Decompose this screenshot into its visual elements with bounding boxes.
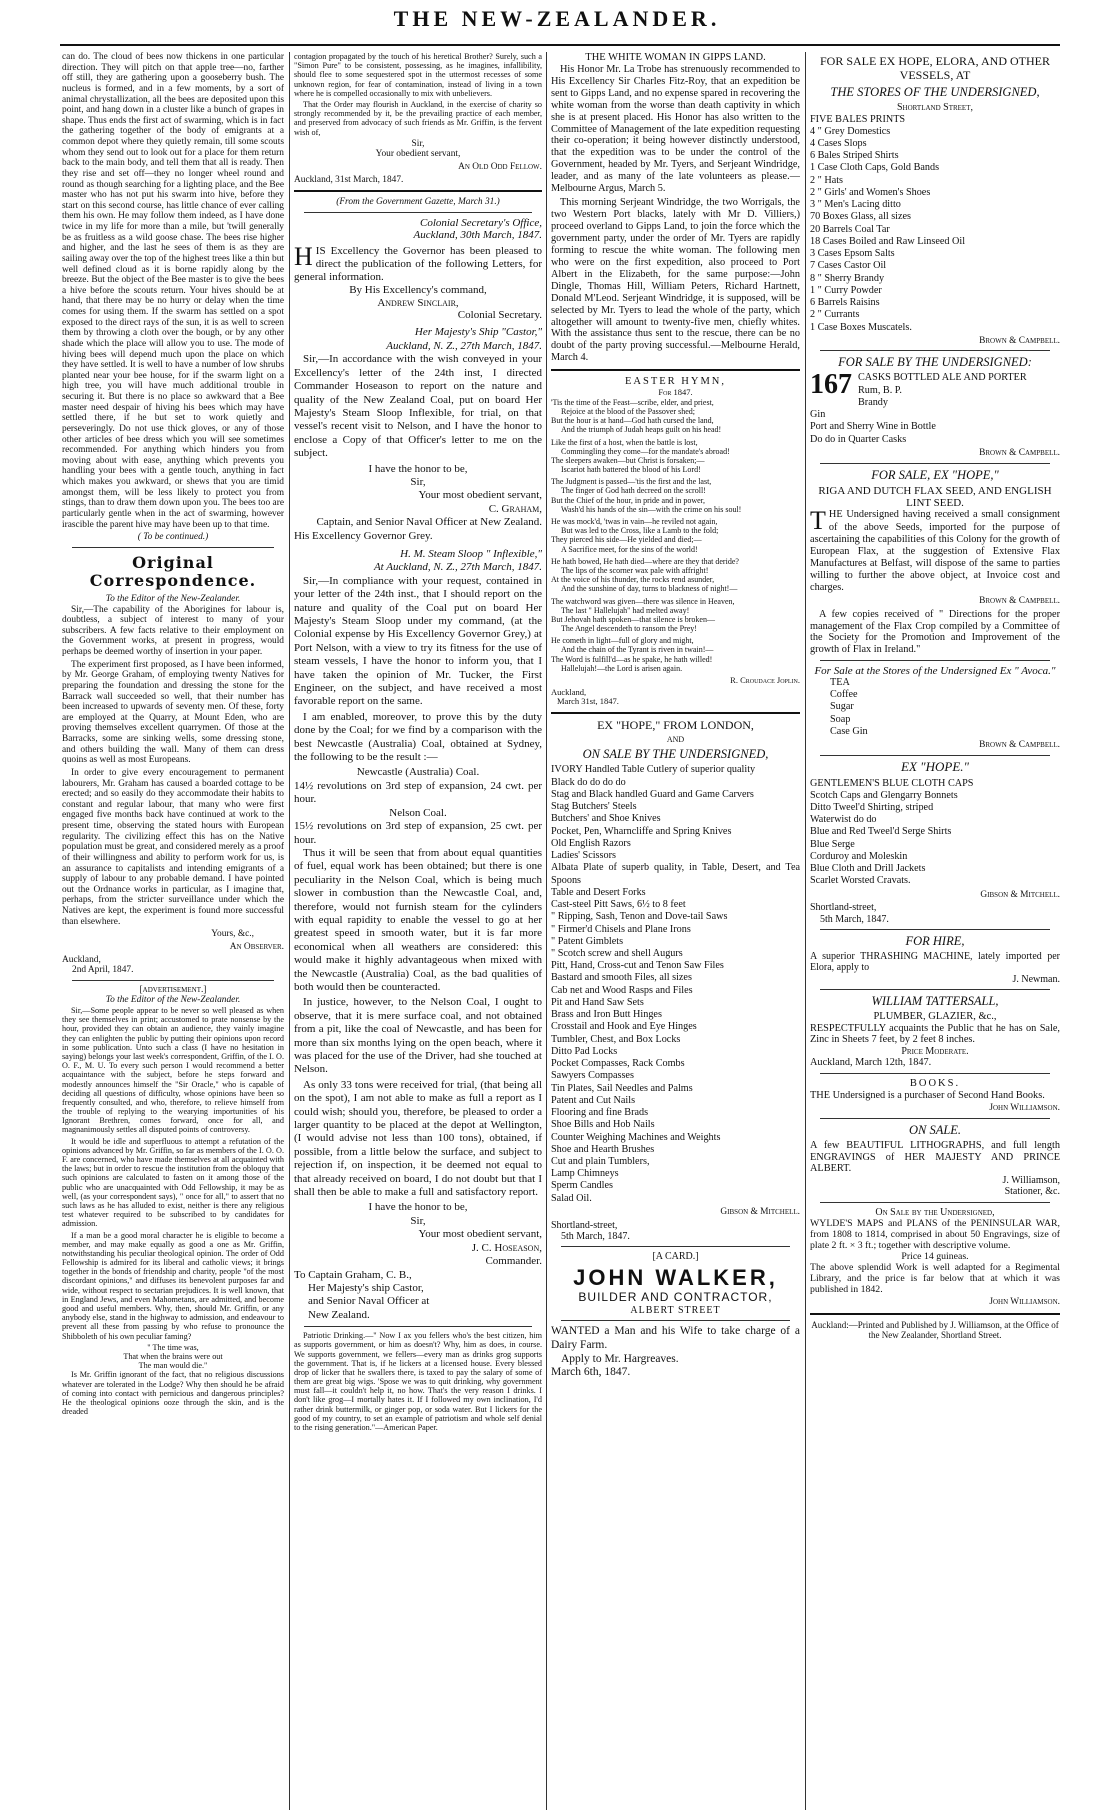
hymn-line: Iscariot hath battered the blood of his Lord! <box>561 465 701 475</box>
letter2-para: Is Mr. Griffin ignorant of the fact, that no religious discussions whatever are tolerated in the Lodge? Why then should he be afraid of coming into contact with pernicious and dangerous principles? He the theological opinions ooze through the skin, and is the dreaded <box>62 1370 284 1417</box>
hymn-line: He was mock'd, 'twas in vain—he reviled not again, <box>551 517 718 526</box>
cutlery-item: Sawyers Compasses <box>551 1070 634 1082</box>
letter2-para: It would be idle and superfluous to attempt a refutation of the opinions advanced by Mr. Griffin, so far as members of the I. O. O. F. are concerned, who have made themselves at all acquainted with the laws; but in order to rescue the institution from the obloquy that such opinions are calculated to fasten on it among those of the public who are unacquainted with Odd Fellowship, it may be as well, (as your correspondent says), " once for all," to assert that no such laws as he has alluded to exist, neither is there any religious test whatever required to be subscribed to by candidates for admission. <box>62 1136 284 1229</box>
letter2-date: Auckland, 31st March, 1847. <box>294 174 404 185</box>
sale3-sign: Brown & Campbell. <box>979 596 1060 607</box>
wt-title: WILLIAM TATTERSALL, <box>871 993 999 1008</box>
sale5-item: GENTLEMEN'S BLUE CLOTH CAPS <box>810 777 974 789</box>
sale3-text2: A few copies received of " Directions for the proper management of the Flax Crop compiled by a Committee of the Society for the Promotion and Improvement of the growth of Flax in Ireland." <box>810 609 1060 655</box>
coal-para: Thus it will be seen that from about equal quantities of fuel, equal work has been obtained; but there is one peculiarity in the Nelson Coal, which is being much slower in combustion than the Newcastle Coal, and, therefore, would not furnish steam for the cylinders with equal rapidity to enable the vessel to go at her greatest speed in smooth water, but it is far more economical when all weathers are considered: this would make it highly advantageous when mixed with the Newcastle (Australia) Coal, as the bad qualities of both would then be counteracted. <box>294 846 542 993</box>
nel-title: Nelson Coal. <box>389 806 447 819</box>
hymn-line: Like the first of a host, when the battle is lost, <box>551 437 698 447</box>
sale5-item: Blue Cloth and Drill Jackets <box>810 863 926 875</box>
sale4-list <box>810 677 1060 738</box>
cutlery-item: " Scotch screw and shell Augurs <box>551 948 683 959</box>
honor2: I have the honor to be, <box>368 1201 468 1214</box>
hymn-line: But Jehovah hath spoken—that silence is broken— <box>551 614 715 624</box>
jw-street: ALBERT STREET <box>630 1304 721 1316</box>
cutlery-item: Stag and Black handled Guard and Game Carvers <box>551 788 754 800</box>
letter1-para: Sir,—The capability of the Aborigines for labour is, doubtless, a subject of interest to many of your subscribers. A few facts relative to their employment on the Government works, at present in progress, would perhaps be deemed worthy of insertion in your paper. <box>62 604 284 658</box>
graham: C. Graham, <box>488 502 542 515</box>
letter1-yours: Yours, &c., <box>211 929 254 940</box>
cutlery-item: Counter Weighing Machines and Weights <box>551 1131 721 1143</box>
hymn-line: Rejoice at the blood of the Passover shed; <box>561 406 695 416</box>
gm-place: Shortland-street, <box>551 1219 618 1231</box>
sale2-item: CASKS BOTTLED ALE AND PORTER <box>858 372 1027 384</box>
books-title: BOOKS. <box>909 1078 961 1089</box>
hymn-stanza <box>551 398 800 435</box>
by-command: By His Excellency's command, <box>349 284 487 297</box>
letter-a: Sir,—In accordance with the wish conveyed in your Excellency's letter of the 24th inst, I directed Commander Hoseason to report on the nature and quality of the New Zealand Coal, put on board Her Majesty's Steam Sloop Inflexible, for trial, on that vessel's recent visit to Nelson, and I have the honor to enclose a Copy of that Officer's letter to me on the subject. <box>294 353 542 460</box>
hymn-stanza <box>551 517 800 554</box>
cutlery-item: IVORY Handled Table Cutlery of superior quality <box>551 764 756 776</box>
cutlery-item: Pit and Hand Saw Sets <box>551 996 644 1008</box>
cutlery-item: Table and Desert Forks <box>551 886 646 898</box>
cutlery-item: " Firmer'd Chisels and Plane Irons <box>551 923 691 935</box>
hymn-stanza <box>551 477 800 514</box>
cutlery-item: Pocket, Pen, Wharncliffe and Spring Knives <box>551 825 732 837</box>
hymn-line: The last " Hallelujah" had melted away! <box>561 605 690 615</box>
column-1 <box>62 52 284 1810</box>
sale1-item: 2 " Currants <box>810 309 860 321</box>
hymn-line: The lips of the scorner wax pale with affright! <box>561 565 709 575</box>
sale1-item: 7 Cases Castor Oil <box>810 260 887 272</box>
cutlery-item: Tumbler, Chest, and Box Locks <box>551 1033 681 1045</box>
maps-title: On Sale by the Undersigned, <box>875 1206 995 1218</box>
books-text: THE Undersigned is a purchaser of Second Hand Books. <box>810 1089 1045 1101</box>
sir: Sir, <box>411 138 425 149</box>
letter2-para: If a man be a good moral character he is eligible to become a member, and may make equally as good a one as Mr. Griffin, notwithstanding his peculiar theological opinion. The order of Odd Fellowship is admired for its liberal and catholic views; it brings together in the bonds of friendship and charity, people "of the most discordant opinions," and diffuses its benevolent purposes far and wide, without respect to sectarian prejudices. It is well known, that in England Jews, and even Mahometans, are admitted, and become good and useful members. Why, then, should Mr. Griffin, or any anybody else, stand in the highway to admission, and endeavour to prevent all these from passing by who refuse to pronounce the Shibboleth of his own peculiar faming? <box>62 1230 284 1341</box>
letter2-cont: contagion propagated by the touch of his heretical Brother? Surely, such a "Simon Pure" to be consistent, possessing, as he imagines, infallibility, should flee to some sequestered spot in the uttermost recesses of some unknown region, for fear of contamination, instead of living in a town where he is compelled occasionally to mix with unbelievers. <box>294 52 542 98</box>
maps-text: WYLDE'S MAPS and PLANS of the PENINSULAR WAR, from 1808 to 1814, comprised in about 50 Engravings, size of plate 2 ft. × 3 ft.; together with descriptive volume. <box>810 1218 1060 1252</box>
hymn-line: Hallelujah!—the Lord is arisen again. <box>561 663 683 673</box>
sale2-title: FOR SALE BY THE UNDERSIGNED: <box>838 355 1032 370</box>
sale2-sign: Brown & Campbell. <box>979 447 1060 458</box>
sale4-item: TEA <box>830 677 850 689</box>
hymn-body <box>551 398 800 673</box>
sale1-item: 1 Case Boxes Muscatels. <box>810 321 912 333</box>
cutlery-item: Crosstail and Hook and Eye Hinges <box>551 1021 697 1033</box>
sale1-item: 2 " Girls' and Women's Shoes <box>810 186 931 198</box>
column-3 <box>551 52 800 1810</box>
cutlery-item: Tin Plates, Sail Needles and Palms <box>551 1082 693 1094</box>
sale1-item: 1 " Curry Powder <box>810 284 882 296</box>
quote-line: " The time was, <box>147 1342 199 1352</box>
cutlery-item: " Patent Gimblets <box>551 935 624 947</box>
hymn-stanza <box>551 438 800 475</box>
sale4-sign: Brown & Campbell. <box>979 740 1060 751</box>
hymn-date: March 31st, 1847. <box>557 696 619 707</box>
coal-para: In justice, however, to the Nelson Coal, I ought to observe, that it is mere surface coal, and not obtained from a pit, like the coal of Newcastle, and has been for more than six months lying on the open beach, where it was placed for the use of the Driver, had she touched at Nelson. <box>294 996 542 1076</box>
sale4-item: Soap <box>830 713 851 725</box>
cutlery-item: Albata Plate of superb quality, in Table, Desert, and Tea Spoons <box>551 862 800 886</box>
hire-text: A superior THRASHING MACHINE, lately imported per Elora, apply to <box>810 950 1060 974</box>
advert-label: [advertisement.] <box>139 984 207 995</box>
office: Colonial Secretary's Office, <box>419 216 542 229</box>
hymn-line: 'Tis the time of the Feast—scribe, elder, and priest, <box>551 397 714 407</box>
hymn-line: At the voice of his thunder, the rocks rend asunder, <box>551 575 715 585</box>
cutlery-item: Bastard and smooth Files, all sizes <box>551 972 692 984</box>
coal-para: As only 33 tons were received for trial, (that being all on the spot), I am not able to make as full a report as I could wish; should you, therefore, be pleased to order a larger quantity to be placed at the depot at Wellington, (I would advise not less than 100 tons), obtained, if possible, from a little below the surface, and subject to rejection if, on inspection, it be deemed not equal to that already received on board, I do not doubt but that I shall then be able to make a full and satisfactory report. <box>294 1078 542 1199</box>
cutlery-item: Sperm Candles <box>551 1180 613 1192</box>
sale1-item: 2 " Hats <box>810 174 844 186</box>
hymn-stanza <box>551 636 800 673</box>
hymn-line: The Word is fulfill'd—as he spake, he hath willed! <box>551 654 713 664</box>
cutlery-item: Black do do do do <box>551 776 626 788</box>
cutlery-item: Cab net and Wood Rasps and Files <box>551 984 693 996</box>
sale5-item: Blue Serge <box>810 838 855 850</box>
nel-rev: 15½ revolutions on 3rd step of expansion, 25 cwt. per hour. <box>294 820 542 846</box>
hymn-line: He cometh in light—full of glory and might, <box>551 636 694 646</box>
sale1-item: 4 Cases Slops <box>810 137 867 149</box>
sale2-item: Do do in Quarter Casks <box>810 433 907 445</box>
onsale-title: ON SALE. <box>908 1123 962 1138</box>
captain: Captain, and Senior Naval Officer at New Zealand. <box>316 516 542 529</box>
letter2-para: Sir,—Some people appear to be never so well pleased as when they see themselves in print; accustomed to prate nonsense by the hour, provided they can obtain an audience, they vainly imagine they can enlighten the public by putting their opinions upon record in some publication. Unto such a class (I have no hesitation in saying) belongs your last week's correspondent, Griffin, of the I. O. O. F., M. U. To every such person I would recommend a better acquaintance with the subject, before he steps forward and modestly announces himself the "Sir Oracle," who is capable of deciding all questions of difficulty, whose opinions have been so frequently consulted, and who, therefore, to relieve himself from the trouble of replying to the wearying importunities of his Ignorant Brethren, comes forward, once for all, and magnanimously settles all disputed points of controversy. <box>62 1006 284 1135</box>
sale1-item: 20 Barrels Coal Tar <box>810 223 890 235</box>
maps-text2: The above splendid Work is well adapted for a Regimental Library, and the price is far below that at which it was published in 1842. <box>810 1262 1060 1296</box>
hymn-line: The finger of God hath decreed on the scroll! <box>561 486 706 496</box>
cutlery-item: Ladies' Scissors <box>551 850 616 862</box>
hymn-line: Commingling they come—for the mandate's abroad! <box>561 446 730 456</box>
white-woman-para: His Honor Mr. La Trobe has strenuously recommended to His Excellency Sir Charles Fitz-Roy, that an expedition be sent to Gipps Land, and no expense spared in recovering the white woman from the worse than death captivity in which she is at present placed. His Honor has also written to the Committee of Management of the late expedition requesting their co-operation; it being however distinctly understood, that the expedition was to be under the control of the Government, headed by Mr. Tyers, and Serjeant Windridge, leader, and as many of the late volunteers as please.—Melbourne Argus, March 5. <box>551 63 800 195</box>
commander: Commander. <box>485 1255 542 1268</box>
to-be-continued: ( To be continued.) <box>137 532 209 543</box>
ex-hope-title: EX "HOPE," FROM LONDON, <box>597 717 754 732</box>
white-woman-para: This morning Serjeant Windridge, the two Worrigals, the two Western Port blacks, lately with Mr D. Villiers,) proceed overland to Gipps Land, to join the force which the government party, under the order of Mr. Tyers are rapidly forming to rescue the white woman. The following men who were on the first expedition, also proceed to Port Albert in the Elizabeth, for the same purpose:—John Dingle, Thomas Hill, William Peters, Richard Hartnett, Donald M'Leod. Serjeant Windridge, it is supposed, will be selected by Mr. Tyers to lead the whole of the party, which altogether will amount to twenty-five men, chiefly whites. With the assistance thus sent to the rescue, there can be no doubt of the party proving successful.—Melbourne Herald, March 4. <box>551 197 800 364</box>
quote-line: The man would die." <box>138 1361 208 1371</box>
hoseason: J. C. Hoseason, <box>471 1241 542 1254</box>
onsale-sign2: Stationer, &c. <box>1004 1186 1060 1198</box>
letter1-place: Auckland, <box>62 954 101 965</box>
hymn-title: EASTER HYMN, <box>624 376 726 388</box>
sale1-item: 6 Bales Striped Shirts <box>810 150 899 162</box>
books-sign: John Williamson. <box>989 1103 1060 1114</box>
sale5-date: 5th March, 1847. <box>820 913 889 925</box>
sale1-item: 1 Case Cloth Caps, Gold Bands <box>810 162 940 174</box>
sale1-item: 18 Cases Boiled and Raw Linseed Oil <box>810 235 966 247</box>
hymn-line: He hath bowed, He hath died—where are they that deride? <box>551 556 739 566</box>
cutlery-item: Cast-steel Pitt Saws, 6½ to 8 feet <box>551 899 686 911</box>
patriotic-drinking: Patriotic Drinking.—" Now I ax you fellers who's the best citizen, him as supports government, or him as doesn't? Why, him as does, in course. We supports government, we fellers—every man as drinks grog supports the government. That is, if he lickers at a licensed house. Every blessed drop of licker that he swallers there, is taxed to pay the salary of some of them are great big wigs. 'Spose we was to quit drinking, why government must fall—it couldn't help it, no how. That's the very reason I drinks. I don't like grog—I mortally hates it. If I followed my own inclination, I'd rather drink buttermilk, or ginger pop, or soda water. But I lickers for the good of my country, to set an example of patriotism and whole self denial to the rising generation."—American Paper. <box>294 1331 542 1433</box>
sir2: Sir, <box>410 1214 426 1227</box>
letter2-to: To the Editor of the New-Zealander. <box>105 995 241 1006</box>
sale1-list <box>810 114 1060 334</box>
sinclair: Andrew Sinclair, <box>377 296 459 309</box>
wanted-date: March 6th, 1847. <box>551 1365 631 1378</box>
gazette-label: (From the Government Gazette, March 31.) <box>336 197 500 208</box>
hymn-line: And the sunshine of day, turns to blackness of night!— <box>561 584 738 594</box>
ex-hope-sub: ON SALE BY THE UNDERSIGNED, <box>582 747 769 762</box>
maps-price: Price 14 guineas. <box>901 1251 969 1263</box>
letter2-cont: That the Order may flourish in Auckland, in the exercise of charity so strongly recommended by it, be the prevailing practice of each member, and preserved from advocacy of such friends as Mr. Griffin, is the fervent wish of, <box>294 99 542 137</box>
hire-title: FOR HIRE, <box>905 933 965 948</box>
sale3-text: HE Undersigned having received a small consignment of the above Seeds, imported for the purpose of ascertaining the capabilities of this Colony for the growth of European Flax, at the suggestion of Extensive Flax Manufactures at Belfast, will dispose of the same to parties willing to further the above object, at Invoice cost and charges. <box>810 509 1060 594</box>
sale5-item: Scarlet Worsted Cravats. <box>810 875 911 887</box>
hymn-line: A Sacrifice meet, for the sins of the world! <box>561 544 698 554</box>
sale1-item: 6 Barrels Raisins <box>810 297 880 309</box>
quote-line: That when the brains were out <box>123 1351 223 1361</box>
honor: I have the honor to be, <box>368 462 468 475</box>
letter2-signature: An Old Odd Fellow. <box>458 161 542 172</box>
sale1-item: 8 " Sherry Brandy <box>810 272 885 284</box>
sale3-sub: RIGA AND DUTCH FLAX SEED, AND ENGLISH LINT SEED. <box>818 484 1052 510</box>
sale2-num: 167 <box>810 369 852 401</box>
sale5-item: Corduroy and Moleskin <box>810 850 908 862</box>
column-4: FOR SALE EX HOPE, ELORA, AND OTHER VESSELS, AT THE STORES OF THE UNDERSIGNED, Shortland Street, FIVE BALES PRINTS 4 " Grey Domestics 4 Cases Slops 6 Bales Striped Shirts 1 Case Cloth Caps, Gold Bands 2 " Hats 2 " Girls' and Women's Shoes 3 " Men's Lacing ditto 70 Boxes Glass, all sizes 20 Barrels Coal Tar 18 Cases Boiled and Raw Linseed Oil 3 Cases Epsom Salts 7 Cases Castor Oil 8 " Sherry Brandy 1 " Curry Powder 6 Barrels Raisins 2 " Currants 1 Case Boxes Muscatels. Brown & Campbell. FOR SALE BY THE UNDERSIGNED: 167 CASKS BOTTLED ALE AND PORTER Rum, B. P. Brandy Gin Port and Sherry Wine in Bottle Do do in Quarter Casks Brown & Campbell. FOR SALE, EX "HOPE," RIGA AND DUTCH FLAX SEED, AND ENGLISH LINT SEED. THE Undersigned having received a small consignment of the above Seeds, imported for the purpose of ascertaining the capabilities of this Colony for the growth of European Flax, at the suggestion of Extensive Flax Manufactures at Belfast, will dispose of the same to parties willing to further the above object, at Invoice cost and charges. Brown & Campbell. A few copies received of " Directions for the proper management of the Flax Crop compiled by a Committee of the Society for the Promotion and Improvement of the growth of Flax in Ireland." For Sale at the Stores of the Undersigned Ex " Avoca." TEA Coffee Sugar Soap Case Gin Brown & Campbell. EX "HOPE." GENTLEMEN'S BLUE CLOTH CAPS Scotch Caps and Glengarry Bonnets Ditto Tweel'd Shirting, striped Waterwist do do Blue and Red Tweel'd Serge Shirts Blue Serge Corduroy and Moleskin Blue Cloth and Drill Jackets Scarlet Worsted Cravats. Gibson & Mitchell. Shortland-street, 5th March, 1847. FOR HIRE, A superior THRASHING MACHINE, lately imported per Elora, apply to J. Newman. WILLIAM TATTERSALL, PLUMBER, GLAZIER, &c., RESPECTFULLY acquaints the Public that he has on Sale, Zinc in Sheets 7 feet, by 2 feet 8 inches. Price Moderate. Auckland, March 12th, 1847. BOOKS. THE Undersigned is a purchaser of Second Hand Books. John Williamson. ON SALE. A few BEAUTIFUL LITHOGRAPHS, and full length ENGRAVINGS of HER MAJESTY AND PRINCE ALBERT. J. Williamson, Stationer, &c. On Sale by the Undersigned, WYLDE'S MAPS and PLANS of the PENINSULAR WAR, from 1808 to 1814, comprised in about 50 Engravings, size of plate 2 ft. × 3 ft.; together with descriptive volume. Price 14 guineas. The above splendid Work is well adapted for a Regimental Library, and the price is far below that at which it was published in 1842. John Williamson. Auckland:—Printed and Published by J. Williamson, at the Office of the New Zealander, Shortland Street. <box>810 54 1060 1341</box>
ship2: H. M. Steam Sloop " Inflexible," <box>400 547 542 560</box>
nc-rev: 14½ revolutions on 3rd step of expansion, 24 cwt. per hour. <box>294 779 542 806</box>
wt-sub: PLUMBER, GLAZIER, &c., <box>873 1010 997 1022</box>
hire-sign: J. Newman. <box>1012 973 1060 985</box>
sale1-item: 3 Cases Epsom Salts <box>810 248 895 260</box>
sale5-item: Ditto Tweel'd Shirting, striped <box>810 801 934 813</box>
column-rule <box>546 52 547 1810</box>
sale2-item: Brandy <box>858 396 888 408</box>
cutlery-item: Pitt, Hand, Cross-cut and Tenon Saw Files <box>551 960 724 972</box>
sale5-list <box>810 778 1060 888</box>
white-woman-title: THE WHITE WOMAN IN GIPPS LAND. <box>585 52 766 63</box>
col-sec: Colonial Secretary. <box>457 309 542 322</box>
wt-text: RESPECTFULLY acquaints the Public that he has on Sale, Zinc in Sheets 7 feet, by 2 feet 8 inches. <box>810 1022 1060 1046</box>
cutlery-item: Patent and Cut Nails <box>551 1094 636 1106</box>
to-graham: and Senior Naval Officer at <box>308 1295 430 1308</box>
imprint: Auckland:—Printed and Published by J. Williamson, at the Office of the New Zealander, Shortland Street. <box>811 1320 1059 1341</box>
column-rule <box>805 52 806 1810</box>
column-2: contagion propagated by the touch of his heretical Brother? Surely, such a "Simon Pure" to be consistent, possessing, as he imagines, infallibility, should flee to some sequestered spot in the uttermost recesses of some unknown region, for fear of contamination, instead of living in a town where he is compelled occasionally to mix with unbelievers. That the Order may flourish in Auckland, in the exercise of charity so strongly recommended by it, be the prevailing practice of each member, and preserved from advocacy of such friends as Mr. Griffin, is the fervent wish of, Sir, Your obedient servant, An Old Odd Fellow. Auckland, 31st March, 1847. (From the Government Gazette, March 31.) Colonial Secretary's Office, Auckland, 30th March, 1847. HIS Excellency the Governor has been pleased to direct the publication of the following Letters, for general information. By His Excellency's command, Andrew Sinclair, Colonial Secretary. Her Majesty's Ship "Castor," Auckland, N. Z., 27th March, 1847. Sir,—In accordance with the wish conveyed in your Excellency's letter of the 24th inst, I directed Commander Hoseason to report on the nature and quality of the New Zealand Coal, put on board Her Majesty's Steam Sloop Inflexible, for trial, on that vessel's recent visit to Nelson, and I have the honor to enclose a Copy of that Officer's letter to me on the subject. I have the honor to be, Sir, Your most obedient servant, C. Graham, Captain, and Senior Naval Officer at New Zealand. His Excellency Governor Grey. H. M. Steam Sloop " Inflexible," At Auckland, N. Z., 27th March, 1847. Sir,—In compliance with your request, contained in your letter of the 24th inst., that I should report on the nature and quality of the Coal put on board Her Majesty's Steam Sloop under my command, (at the Colonial expense by His Excellency Governor Grey,) at Port Nelson, with a view to try its fitness for the use of steam vessels, I have the honor to inform you, that I have taken the opinion of Mr. Tucker, the First Engineer, on the subject, and have received a most favorable report on the same. I am enabled, moreover, to prove this by the duty done by the Coal; for we find by a comparison with the best Newcastle (Australia) Coal, obtained at Sydney, the following to be the result :— Newcastle (Australia) Coal. 14½ revolutions on 3rd step of expansion, 24 cwt. per hour. Nelson Coal. 15½ revolutions on 3rd step of expansion, 25 cwt. per hour. Thus it will be seen that from about equal quantities of fuel, equal work has been obtained; but there is one peculiarity in the Nelson Coal, which is being much slower in combustion than the Newcastle Coal, and, therefore, would not furnish steam for the cylinders with equal rapidity to enable the vessel to go at her greatest speed in smooth water, but it is far more economical when all weathers are considered: this would make it highly advantageous when mixed with the Newcastle (Australia) Coal, as the bad qualities of both would then be counteracted. In justice, however, to the Nelson Coal, I ought to observe, that it is mere surface coal, and not obtained from a pit, like the coal of Newcastle, and has been for more than six months lying on the open beach, where it was placed for the use of the Driver, had she touched at Nelson. As only 33 tons were received for trial, (that being all on the spot), I am not able to make as full a report as I could wish; should you, therefore, be pleased to order a larger quantity to be placed at the depot at Wellington, (I would advise not less than 100 tons), obtained, if possible, from a little below the surface, and subject to rejection if, on inspection, it be deemed not equal to that already received on board, I do not doubt but that I shall then be able to make a full and satisfactory report. I have the honor to be, Sir, Your most obedient servant, J. C. Hoseason, Commander. To Captain Graham, C. B., Her Majesty's ship Castor, and Senior Naval Officer at New Zealand. Patriotic Drinking.—" Now I ax you fellers who's the best citizen, him as supports government, or him as doesn't? Why, him as does, in course. We supports government, we fellers—every man as drinks grog supports the government. That is, if he lickers at a licensed house. Every blessed drop of licker that he swallers there, is taxed to pay the salary of some of them are great big wigs. 'Spose we was to quit drinking, why government must fall—it couldn't help it, no how. That's the very reason I drinks. I don't like grog—I mortally hates it. If I followed my own inclination, I'd rather drink buttermilk, or ginger pop, or soda water. But I lickers for the good of my country, to set an example of patriotism and whole self denial to the rising generation."—American Paper. <box>294 52 542 1433</box>
cutlery-item: Pocket Compasses, Rack Combs <box>551 1058 685 1070</box>
hymn-line: The watchword was given—there was silence in Heaven, <box>551 596 735 606</box>
hymn-line: They pierced his side—He yielded and died;— <box>551 535 702 545</box>
sale1-item: 70 Boxes Glass, all sizes <box>810 211 912 223</box>
ex-hope-and: AND <box>666 735 685 745</box>
sale5-item: Blue and Red Tweel'd Serge Shirts <box>810 826 952 838</box>
sale1-item: 4 " Grey Domestics <box>810 125 891 137</box>
cutlery-item: Shoe Bills and Hob Nails <box>551 1119 655 1131</box>
sale2-item: Port and Sherry Wine in Bottle <box>810 421 936 433</box>
ship1: Her Majesty's Ship "Castor," <box>414 326 542 339</box>
sale1-street: Shortland Street, <box>897 102 973 114</box>
sale4-item: Case Gin <box>830 725 868 737</box>
cutlery-item: Cut and plain Tumblers, <box>551 1155 650 1167</box>
sale5-place: Shortland-street, <box>810 902 877 914</box>
cutlery-item: " Ripping, Sash, Tenon and Dove-tail Saws <box>551 911 728 923</box>
hymn-place: Auckland, <box>551 686 587 697</box>
sale3-title: FOR SALE, EX "HOPE," <box>871 467 999 482</box>
hymn-line: The Angel descendeth to ransom the Prey! <box>561 624 697 634</box>
servant2: Your most obedient servant, <box>418 489 542 502</box>
letter-b: Sir,—In compliance with your request, contained in your letter of the 24th inst., that I should report on the nature and quality of the Coal put on board Her Majesty's Steam Sloop under my command, (at the Colonial expense by His Excellency Governor Grey,) at Port Nelson, with a view to try its fitness for the use of steam vessels, I have the honor to inform you, that I have taken the opinion of Mr. Tucker, the First Engineer, on the subject, and have received a most favorable report on the same. <box>294 574 542 708</box>
sale4-item: Sugar <box>830 701 854 713</box>
cutlery-item: Old English Razors <box>551 837 631 849</box>
wanted-apply: Apply to Mr. Hargreaves. <box>561 1352 679 1365</box>
hymn-line: And the chain of the Tyrant is riven in twain!— <box>561 645 714 655</box>
cutlery-item: Ditto Pad Locks <box>551 1045 618 1057</box>
hymn-line: Wash'd his hands of the sin—with the crime on his soul! <box>561 504 742 514</box>
wanted-ad: WANTED a Man and his Wife to take charge of a Dairy Farm. <box>551 1325 800 1351</box>
letter1-to: To the Editor of the New-Zealander. <box>105 593 241 604</box>
onsale-text: A few BEAUTIFUL LITHOGRAPHS, and full length ENGRAVINGS of HER MAJESTY AND PRINCE ALBERT. <box>810 1140 1060 1175</box>
to-graham: Her Majesty's ship Castor, <box>308 1281 424 1294</box>
gm-sign: Gibson & Mitchell. <box>720 1206 800 1217</box>
cutlery-list <box>551 764 800 1204</box>
sale2-item: Gin <box>810 409 826 421</box>
sale1-sub: THE STORES OF THE UNDERSIGNED, <box>830 85 1040 100</box>
cutlery-item: Brass and Iron Butt Hinges <box>551 1009 662 1021</box>
wt-date: Auckland, March 12th, 1847. <box>810 1057 932 1069</box>
hymn-line: The Judgment is passed—'tis the first and the last, <box>551 477 712 487</box>
hymn-line: But the hour is at hand—God hath cursed the land, <box>551 416 714 426</box>
to-grey: His Excellency Governor Grey. <box>294 529 433 542</box>
cutlery-item: Salad Oil. <box>551 1192 592 1204</box>
hymn-line: But was led to the Cross, like a Lamb to the fold; <box>561 526 719 536</box>
hymn-stanza <box>551 597 800 634</box>
hymn-for: For 1847. <box>658 387 693 398</box>
sale2-item: Rum, B. P. <box>858 384 902 396</box>
card-label: [A CARD.] <box>652 1251 699 1263</box>
cutlery-item: Shoe and Hearth Brushes <box>551 1143 655 1155</box>
gm-date: 5th March, 1847. <box>561 1230 630 1242</box>
cutlery-item: Butchers' and Shoe Knives <box>551 813 661 825</box>
letter1-signature: An Observer. <box>229 941 284 952</box>
ship1-date: Auckland, N. Z., 27th March, 1847. <box>386 339 542 352</box>
sale1-sign: Brown & Campbell. <box>979 335 1060 346</box>
to-graham: New Zealand. <box>308 1308 370 1321</box>
hymn-line: And the triumph of Judah heaps guilt on his head! <box>561 425 722 435</box>
cutlery-item: Lamp Chimneys <box>551 1168 619 1180</box>
hymn-line: But the Chief of the hour, in pride and in power, <box>551 495 705 505</box>
wt-price: Price Moderate. <box>901 1046 969 1058</box>
letter1-para: The experiment first proposed, as I have been informed, by Mr. George Graham, of employing twenty Natives for preparing the foundation and dressing the stone for the Barrack wall succeeded so well, that their number has been increased to upwards of seventy men. Of these, forty are employed at the Quarry, at Mount Eden, who are proving themselves excellent quarrymen. Of those at the Barracks, some are sinking wells, some dressing stone, and others building the wall. Many of them can dress quoins as well as most Europeans. <box>62 659 284 766</box>
sale5-title: EX "HOPE." <box>901 758 969 774</box>
letter-b2: I am enabled, moreover, to prove this by the duty done by the Coal; for we find by a comparison with the best Newcastle (Australia) Coal, obtained at Sydney, the following to be the result :— <box>294 710 542 764</box>
cutlery-item: Stag Butchers' Steels <box>551 801 637 813</box>
top-rule <box>60 44 1060 46</box>
sale5-item: Scotch Caps and Glengarry Bonnets <box>810 789 958 801</box>
office-date: Auckland, 30th March, 1847. <box>413 229 542 242</box>
sale5-item: Waterwist do do <box>810 814 877 826</box>
hymn-line: The sleepers awaken—but Christ is forsaken;— <box>551 455 705 465</box>
section-title: Original Correspondence. <box>89 552 257 590</box>
jw-trade: BUILDER AND CONTRACTOR, <box>578 1290 773 1305</box>
gazette-intro: IS Excellency the Governor has been pleased to direct the publication of the following Letters, for general information. <box>294 244 542 284</box>
column-rule <box>289 52 290 1810</box>
sale1-item: FIVE BALES PRINTS <box>810 113 906 125</box>
to-graham: To Captain Graham, C. B., <box>294 1268 412 1281</box>
onsale-sign: J. Williamson, <box>1002 1175 1060 1187</box>
cutlery-item: Flooring and fine Brads <box>551 1107 649 1119</box>
masthead: THE NEW-ZEALANDER. <box>393 6 721 31</box>
letter1-para: In order to give every encouragement to permanent labourers, Mr. Graham has caused a boarded cottage to be erected; and so easily do they accommodate their habits to constant and regular labour, that many who were first engaged five months back have continued at work to the present time, observing the stated hours with European regularity. The civilizing effect this has on the Native population must be great, and considered merely as a proof of their willingness and ability to perform work for us, is an assurance to capitalists and intending emigrants of a supply of labour to any probable demand. I have pointed out the Ordnance works in particular, as I imagine that, perhaps, from the stricter surveillance under which the Natives are kept, the experiment is found more successful than elsewhere. <box>62 767 284 927</box>
servant: Your obedient servant, <box>375 149 461 160</box>
servant3: Your most obedient servant, <box>418 1228 542 1241</box>
sale5-sign: Gibson & Mitchell. <box>980 889 1060 900</box>
nc-title: Newcastle (Australia) Coal. <box>356 766 480 779</box>
sale4-item: Coffee <box>830 689 858 701</box>
bees-article: can do. The cloud of bees now thickens in one particular direction. They will pitch on that apple tree—no, farther off still, they are gathering upon a gooseberry bush. The nucleus is formed, and in a few moments, by a sort of animal chrystallization, all the bees are deposited upon this point, and hang down in a cluster like a bunch of grapes in shape. Thus ends the first act of swarming, which is in fact the gathering together of the body of emigrants at a common depot where they quietly remain, till some scouts whom they send out to look out for a place for them return back to the main body, and tell them that all is ready. Then they rise and set off—they no longer wheel round and round as though searching for a lighting place, and the Bee master who has not put his swarm into hive, before they start on this second course, has little chance of ever calling them his own. He may follow them indeed, as I have done twice in my life for more than a mile, but 'twill generally be as fruitless as a wild goose chase. The bees rise higher and higher, and the last he sees of them is as they are sailing away over the top of the highest trees like a thin but well defined cloud as it is borne rapidly along by the breeze. But the object of the Bee master is to give the bees a hive before the scouts return. Your hives should be at hand, that there may be no hurry or delay when the time comes for using them. If the swarm has settled on a spot exposed to the direct rays of the sun, it is as well to screen them by throwing a cloth over the bough, or by any other shade which the place will allow you to use. The mode of hiving bees will depend much upon the place on which they have settled. It is well to have a number of low shrubs planted near your bee house, for if the swarm light on a high tree, you will have much additional trouble in securing it. But there is no place so awkward that a Bee master need despair of hiving his bees which may have settled there, if he but set to work quietly and perseveringly. Do not use thick gloves, or any of those other articles of bee dress which you will see sometimes recommended. For anything which hinders you from moving about with ease, anything which prevents you handling your bees with a gentle touch, anything in fact which makes you awkward, or shews that you are timid amongst them, will be less likely to protect you from stings, than to draw them down upon you. The bees too are particularly gentle when in the act of swarming, however irascible the parent hive may have been up to that time. <box>62 52 284 530</box>
sale1-item: 3 " Men's Lacing ditto <box>810 199 901 211</box>
ship2-date: At Auckland, N. Z., 27th March, 1847. <box>373 561 542 574</box>
letter1-date: 2nd April, 1847. <box>72 965 134 976</box>
sale4-title: For Sale at the Stores of the Undersigned Ex " Avoca." <box>814 664 1056 677</box>
sale1-title: FOR SALE EX HOPE, ELORA, AND OTHER VESSELS, AT <box>819 54 1050 82</box>
hymn-stanza <box>551 557 800 594</box>
hymn-author: R. Croudace Joplin. <box>730 675 800 685</box>
maps-sign: John Williamson. <box>989 1297 1060 1308</box>
john-walker: JOHN WALKER, <box>573 1265 778 1291</box>
